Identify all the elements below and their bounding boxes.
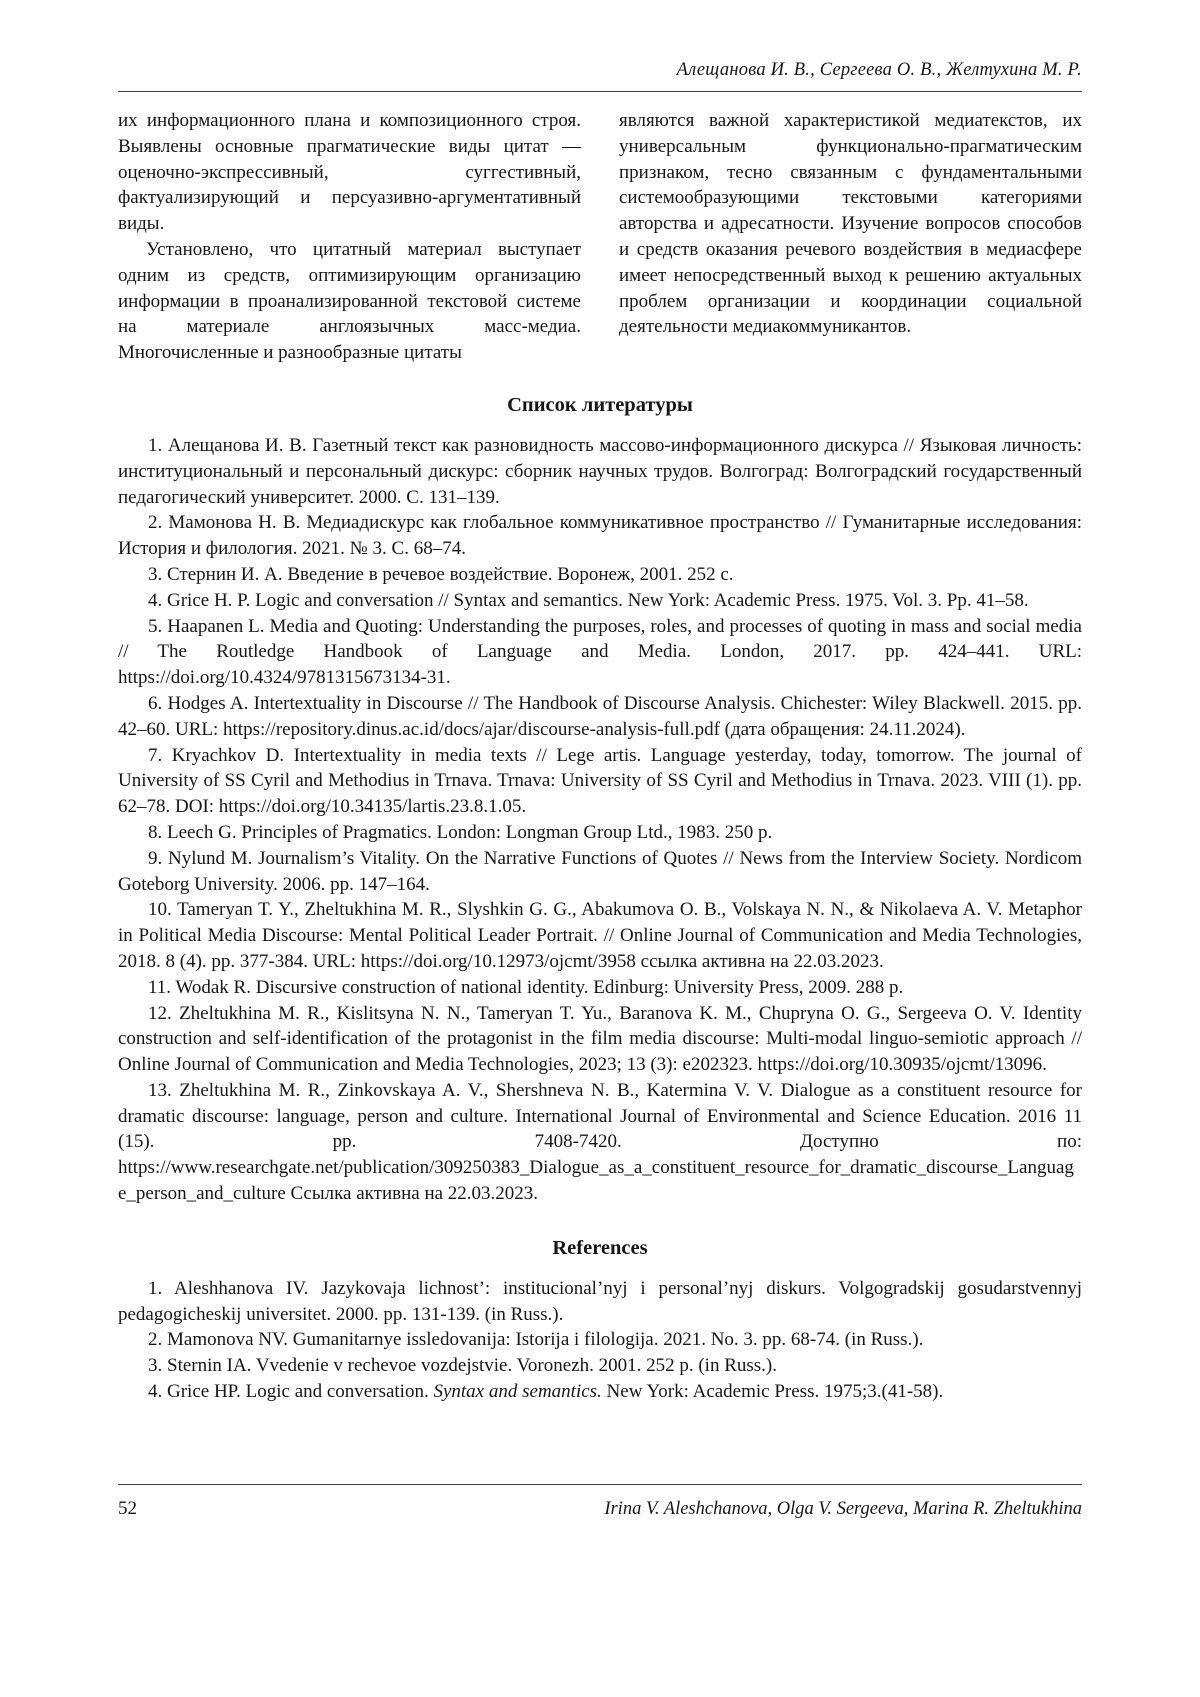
section-title-russian-references: Список литературы [507,393,693,416]
reference-item: 11. Wodak R. Discursive construction of national identity. Edinburg: University Press, 2009. 288 p. [148,976,904,998]
reference-item: 5. Haapanen L. Media and Quoting: Understanding the purposes, roles, and processes of quoting in mass and social media // The Routledge Handbook of Language and Media. London, 2017. pp. 424–441. URL: https://doi.org/10.4324/9781315673134-31. [118,615,1082,689]
reference-list-english [118,1276,1082,1405]
reference-item: 2. Мамонова Н. В. Медиадискурс как глобальное коммуникативное пространство // Гуманитарные исследования: История и филология. 2021. № 3. С. 68–74. [118,512,1082,560]
reference-text: 1. Aleshhanova IV. Jazykovaja lichnost’: institucional’nyj i personal’nyj diskurs. Volgogradskij gosudarstvennyj pedagogicheskij universitet. 2000. pp. 131-139. (in Russ.). [118,1277,1082,1325]
reference-item [118,1276,1082,1328]
abstract-column-left [118,108,581,366]
reference-item: 10. Tameryan T. Y., Zheltukhina M. R., Slyshkin G. G., Abakumova O. B., Volskaya N. N., & Nikolaeva A. V. Metaphor in Political Media Discourse: Mental Political Leader Portrait. // Online Journal of Communication and Media Technologies, 2018. 8 (4). pp. 377-384. URL: https://doi.org/10.12973/ojcmt/3958 ссылка активна на 22.03.2023. [118,899,1082,972]
reference-item: 4. Grice H. P. Logic and conversation // Syntax and semantics. New York: Academic Press. 1975. Vol. 3. Pp. 41–58. [148,589,1029,611]
reference-item: 12. Zheltukhina M. R., Kislitsyna N. N., Tameryan T. Yu., Baranova K. M., Chupryna O. G., Sergeeva O. V. Identity construction and self-identification of the protagonist in the film media discourse: Multi-modal linguo-semiotic approach // Online Journal of Communication and Media Technologies, 2023; 13 (3): e202323. https://doi.org/10.30935/ojcmt/13096. [118,1002,1082,1076]
abstract-paragraph: являются важной характеристикой медиатекстов, их универсальным функционально-прагматическим признаком, тесно связанным с фундаментальными системообразующими текстовыми категориями авторства и адресатности. Изучение вопросов способов и средств оказания речевого воздействия в медиасфере имеет непосредственный выход к решению актуальных проблем организации и координации социальной деятельности медиакоммуникантов. [619,110,1082,338]
footer-authors: Irina V. Aleshchanova, Olga V. Sergeeva, Marina R. Zheltukhina [604,1499,1082,1519]
page-footer [118,1484,1082,1520]
running-head: Алещанова И. В., Сергеева О. В., Желтухина М. Р. [676,60,1082,80]
reference-item: 9. Nylund M. Journalism’s Vitality. On the Narrative Functions of Quotes // News from the Interview Society. Nordicom Goteborg University. 2006. pp. 147–164. [118,847,1082,895]
reference-item: 7. Kryachkov D. Intertextuality in media texts // Lege artis. Language yesterday, today, tomorrow. The journal of University of SS Cyril and Methodius in Trnava. Trnava: University of SS Cyril and Methodius in Trnava. 2023. VIII (1). pp. 62–78. DOI: https://doi.org/10.34135/lartis.23.8.1.05. [118,744,1082,818]
reference-item: 6. Hodges A. Intertextuality in Discourse // The Handbook of Discourse Analysis. Chichester: Wiley Blackwell. 2015. pp. 42–60. URL: https://repository.dinus.ac.id/docs/ajar/discourse-analysis-full.pdf (дата обращения: 24.11.2024). [118,692,1082,740]
page-header [118,60,1082,92]
reference-text: 2. Mamonova NV. Gumanitarnye issledovanija: Istorija i filologija. 2021. No. 3. pp. 68-74. (in Russ.). [148,1329,924,1351]
section-title-english-references: References [552,1236,648,1259]
reference-item: 3. Стернин И. А. Введение в речевое воздействие. Воронеж, 2001. 252 с. [148,563,734,585]
reference-text: 4. Grice HP. Logic and conversation. [148,1381,434,1403]
page-number: 52 [118,1498,137,1519]
reference-item: 8. Leech G. Principles of Pragmatics. London: Longman Group Ltd., 1983. 250 p. [148,821,773,843]
reference-item [118,1353,1082,1379]
abstract-column-right [619,108,1082,366]
reference-item [118,1379,1082,1405]
reference-item: 13. Zheltukhina M. R., Zinkovskaya A. V., Shershneva N. B., Katermina V. V. Dialogue as a constituent resource for dramatic discourse: language, person and culture. International Journal of Environmental and Science Education. 2016 11 (15). pp. 7408-7420. Доступно по: https://www.researchgate.net/publication/309250383_Dialogue_as_a_constituent_resource_for_dramatic_discourse_Language_person_and_culture Ссылка активна на 22.03.2023. [118,1079,1082,1205]
reference-text: New York: Academic Press. 1975;3.(41-58). [601,1381,944,1403]
header-rule [118,91,1082,92]
abstract-paragraph: Установлено, что цитатный материал выступает одним из средств, оптимизирующим организацию информации в проанализированной текстовой системе на материале англоязычных масс-медиа. Многочисленные и разнообразные цитаты [118,238,581,364]
abstract-columns [118,108,1082,366]
abstract-paragraph: их информационного плана и композиционного строя. Выявлены основные прагматические виды цитат — оценочно-экспрессивный, суггестивный, фактуализирующий и персуазивно-аргументативный виды. [118,110,581,235]
reference-text: 3. Sternin IA. Vvedenie v rechevoe vozdejstvie. Voronezh. 2001. 252 p. (in Russ.). [148,1355,777,1377]
reference-list-russian [118,433,1082,1207]
reference-item [118,1327,1082,1353]
reference-item: 1. Алещанова И. В. Газетный текст как разновидность массово-информационного дискурса // Языковая личность: институциональный и персональный дискурс: сборник научных трудов. Волгоград: Волгоградский государственный педагогический университет. 2000. С. 131–139. [118,434,1082,508]
reference-italic-text: Syntax and semantics. [433,1381,602,1403]
